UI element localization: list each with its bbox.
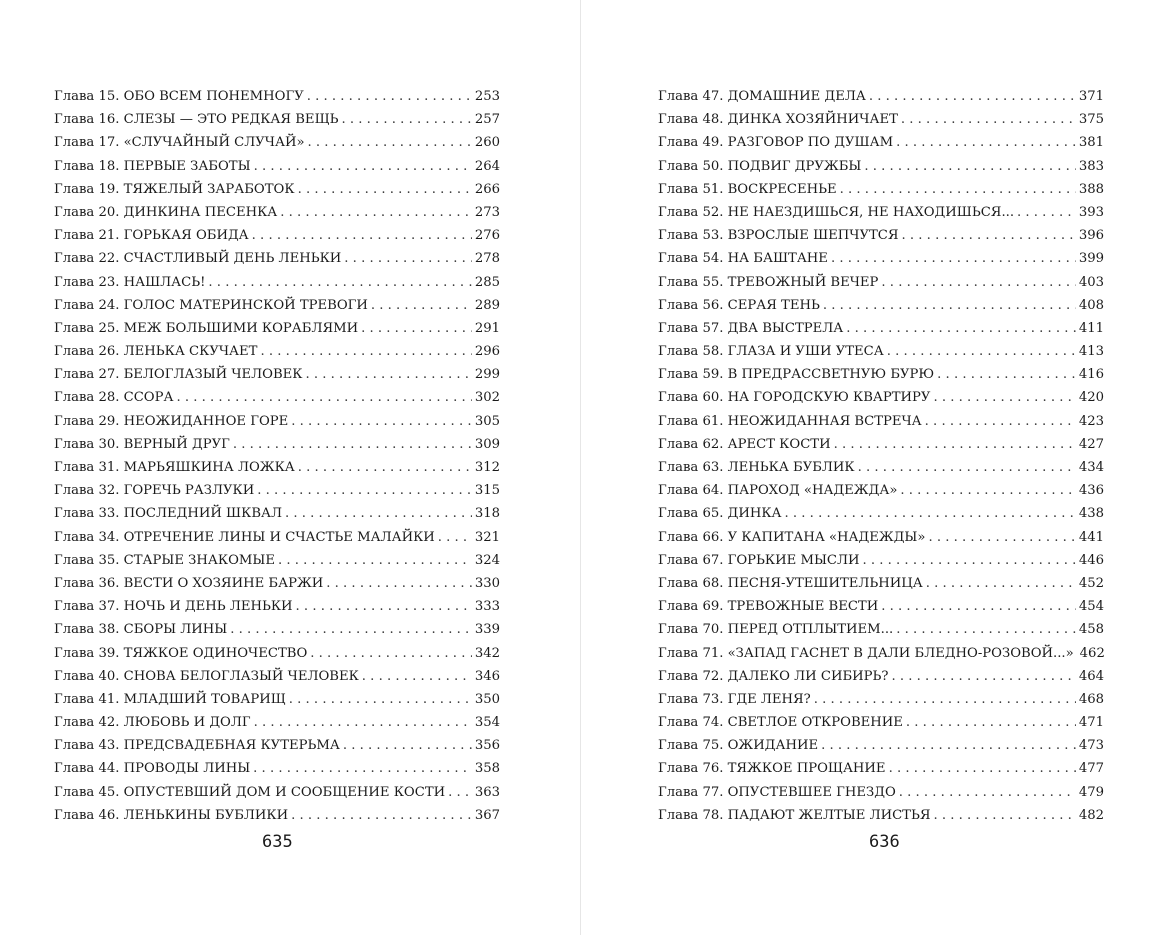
toc-entry	[54, 247, 500, 270]
dot-leader	[889, 757, 1076, 780]
chapter-page-number: 479	[1078, 784, 1104, 800]
chapter-page-number: 388	[1078, 181, 1104, 197]
dot-leader	[896, 131, 1076, 154]
dot-leader	[296, 595, 472, 618]
toc-entry	[658, 131, 1104, 154]
toc-entry	[658, 595, 1104, 618]
dot-leader	[881, 271, 1075, 294]
toc-entry	[658, 502, 1104, 525]
chapter-title: Глава 53. ВЗРОСЛЫЕ ШЕПЧУТСЯ	[658, 228, 899, 244]
chapter-page-number: 473	[1078, 738, 1104, 754]
chapter-title: Глава 44. ПРОВОДЫ ЛИНЫ	[54, 761, 251, 777]
toc-entry	[54, 595, 500, 618]
chapter-title: Глава 16. СЛЕЗЫ — ЭТО РЕДКАЯ ВЕЩЬ	[54, 112, 339, 128]
chapter-page-number: 381	[1078, 135, 1104, 151]
chapter-title: Глава 24. ГОЛОС МАТЕРИНСКОЙ ТРЕВОГИ	[54, 297, 368, 313]
toc-entry	[54, 572, 500, 595]
toc-entry	[658, 85, 1104, 108]
dot-leader	[285, 502, 472, 525]
toc-entry	[54, 804, 500, 827]
toc-entry	[54, 294, 500, 317]
chapter-page-number: 423	[1078, 413, 1104, 429]
left-page	[0, 0, 581, 935]
chapter-title: Глава 36. ВЕСТИ О ХОЗЯИНЕ БАРЖИ	[54, 575, 324, 591]
chapter-title: Глава 20. ДИНКИНА ПЕСЕНКА	[54, 204, 278, 220]
chapter-title: Глава 69. ТРЕВОЖНЫЕ ВЕСТИ	[658, 599, 879, 615]
chapter-title: Глава 64. ПАРОХОД «НАДЕЖДА»	[658, 483, 898, 499]
chapter-page-number: 342	[474, 645, 500, 661]
chapter-page-number: 257	[474, 112, 500, 128]
toc-entry	[658, 479, 1104, 502]
chapter-page-number: 291	[474, 320, 500, 336]
toc-entry	[54, 363, 500, 386]
chapter-title: Глава 43. ПРЕДСВАДЕБНАЯ КУТЕРЬМА	[54, 738, 340, 754]
chapter-page-number: 454	[1078, 599, 1104, 615]
chapter-page-number: 309	[474, 436, 500, 452]
dot-leader	[253, 757, 472, 780]
chapter-page-number: 253	[474, 89, 500, 104]
dot-leader	[881, 595, 1076, 618]
chapter-title: Глава 18. ПЕРВЫЕ ЗАБОТЫ	[54, 158, 251, 174]
toc-entry	[54, 688, 500, 711]
chapter-title: Глава 35. СТАРЫЕ ЗНАКОМЫЕ	[54, 552, 275, 568]
chapter-title: Глава 61. НЕОЖИДАННАЯ ВСТРЕЧА	[658, 413, 922, 429]
chapter-title: Глава 65. ДИНКА	[658, 506, 782, 522]
toc-entry	[54, 340, 500, 363]
chapter-title: Глава 17. «СЛУЧАЙНЫЙ СЛУЧАЙ»	[54, 135, 305, 151]
dot-leader	[834, 433, 1076, 456]
chapter-page-number: 318	[474, 506, 500, 522]
chapter-title: Глава 31. МАРЬЯШКИНА ЛОЖКА	[54, 460, 295, 475]
table-of-contents-left	[54, 85, 500, 827]
chapter-title: Глава 48. ДИНКА ХОЗЯЙНИЧАЕТ	[658, 112, 898, 128]
chapter-title: Глава 33. ПОСЛЕДНИЙ ШКВАЛ	[54, 506, 282, 522]
dot-leader	[361, 317, 472, 340]
chapter-page-number: 363	[474, 784, 500, 800]
chapter-page-number: 339	[474, 622, 500, 638]
toc-entry	[658, 618, 1104, 641]
toc-entry	[658, 734, 1104, 757]
chapter-title: Глава 32. ГОРЕЧЬ РАЗЛУКИ	[54, 483, 255, 499]
dot-leader	[814, 688, 1076, 711]
chapter-page-number: 367	[474, 807, 500, 823]
toc-entry	[54, 734, 500, 757]
toc-entry	[658, 549, 1104, 572]
toc-entry	[658, 317, 1104, 340]
chapter-page-number: 471	[1078, 715, 1104, 731]
dot-leader	[254, 711, 472, 734]
toc-entry	[658, 155, 1104, 178]
chapter-page-number: 458	[1078, 622, 1104, 638]
dot-leader	[928, 526, 1075, 549]
toc-entry	[54, 410, 500, 433]
toc-entry	[54, 386, 500, 409]
dot-leader	[823, 294, 1076, 317]
chapter-title: Глава 50. ПОДВИГ ДРУЖБЫ	[658, 158, 862, 174]
chapter-page-number: 413	[1078, 344, 1104, 360]
dot-leader	[900, 479, 1075, 502]
dot-leader	[306, 363, 472, 386]
toc-entry	[54, 618, 500, 641]
chapter-page-number: 393	[1078, 204, 1104, 220]
chapter-title: Глава 41. МЛАДШИЙ ТОВАРИЩ	[54, 691, 286, 707]
chapter-page-number: 305	[474, 413, 500, 429]
dot-leader	[821, 734, 1076, 757]
chapter-page-number: 321	[474, 529, 500, 545]
dot-leader	[840, 178, 1076, 201]
chapter-page-number: 260	[474, 135, 500, 151]
dot-leader	[252, 224, 472, 247]
chapter-page-number: 289	[474, 297, 500, 313]
chapter-page-number: 276	[474, 228, 500, 244]
toc-entry	[658, 386, 1104, 409]
toc-entry	[54, 201, 500, 224]
chapter-title: Глава 23. НАШЛАСЬ!	[54, 274, 206, 290]
chapter-page-number: 446	[1078, 552, 1104, 568]
toc-entry	[658, 642, 1104, 665]
toc-entry	[658, 688, 1104, 711]
chapter-title: Глава 63. ЛЕНЬКА БУБЛИК	[658, 460, 855, 475]
dot-leader	[858, 456, 1076, 479]
chapter-page-number: 371	[1078, 89, 1104, 104]
toc-entry	[54, 456, 500, 479]
toc-entry	[658, 201, 1104, 224]
toc-entry	[658, 572, 1104, 595]
chapter-title: Глава 56. СЕРАЯ ТЕНЬ	[658, 297, 820, 313]
chapter-title: Глава 74. СВЕТЛОЕ ОТКРОВЕНИЕ	[658, 715, 903, 731]
dot-leader	[291, 804, 472, 827]
chapter-page-number: 452	[1078, 575, 1104, 591]
dot-leader	[298, 456, 472, 479]
toc-entry	[54, 479, 500, 502]
toc-entry	[54, 131, 500, 154]
dot-leader	[448, 781, 472, 804]
toc-entry	[658, 271, 1104, 294]
chapter-page-number: 356	[474, 738, 500, 754]
chapter-page-number: 333	[474, 599, 500, 615]
dot-leader	[260, 340, 471, 363]
page-number-right: 636	[869, 832, 900, 852]
dot-leader	[280, 201, 472, 224]
chapter-title: Глава 22. СЧАСТЛИВЫЙ ДЕНЬ ЛЕНЬКИ	[54, 251, 342, 267]
chapter-page-number: 312	[474, 460, 500, 475]
chapter-page-number: 375	[1078, 112, 1104, 128]
dot-leader	[925, 410, 1076, 433]
dot-leader	[864, 155, 1075, 178]
toc-entry	[54, 433, 500, 456]
dot-leader	[831, 247, 1076, 270]
chapter-title: Глава 49. РАЗГОВОР ПО ДУШАМ	[658, 135, 894, 151]
toc-entry	[54, 549, 500, 572]
toc-entry	[54, 108, 500, 131]
chapter-title: Глава 76. ТЯЖКОЕ ПРОЩАНИЕ	[658, 761, 886, 777]
dot-leader	[298, 178, 472, 201]
dot-leader	[785, 502, 1076, 525]
chapter-title: Глава 59. В ПРЕДРАССВЕТНУЮ БУРЮ	[658, 367, 935, 383]
chapter-title: Глава 68. ПЕСНЯ-УТЕШИТЕЛЬНИЦА	[658, 575, 923, 591]
chapter-page-number: 399	[1078, 251, 1104, 267]
chapter-page-number: 462	[1079, 645, 1105, 661]
dot-leader	[887, 340, 1076, 363]
toc-entry	[54, 526, 500, 549]
dot-leader	[934, 804, 1076, 827]
toc-entry	[658, 433, 1104, 456]
dot-leader	[326, 572, 472, 595]
chapter-title: Глава 27. БЕЛОГЛАЗЫЙ ЧЕЛОВЕК	[54, 367, 303, 383]
toc-entry	[54, 178, 500, 201]
chapter-title: Глава 42. ЛЮБОВЬ И ДОЛГ	[54, 715, 251, 731]
toc-entry	[54, 757, 500, 780]
dot-leader	[891, 665, 1075, 688]
chapter-title: Глава 52. НЕ НАЕЗДИШЬСЯ, НЕ НАХОДИШЬСЯ...	[658, 204, 1015, 220]
chapter-page-number: 441	[1078, 529, 1104, 545]
chapter-page-number: 403	[1078, 274, 1104, 290]
dot-leader	[310, 642, 472, 665]
chapter-title: Глава 38. СБОРЫ ЛИНЫ	[54, 622, 228, 638]
chapter-title: Глава 30. ВЕРНЫЙ ДРУГ	[54, 436, 230, 452]
chapter-page-number: 346	[474, 668, 500, 684]
chapter-title: Глава 15. ОБО ВСЕМ ПОНЕМНОГУ	[54, 89, 304, 104]
toc-entry	[54, 711, 500, 734]
chapter-page-number: 427	[1078, 436, 1104, 452]
chapter-title: Глава 75. ОЖИДАНИЕ	[658, 738, 819, 754]
chapter-title: Глава 34. ОТРЕЧЕНИЕ ЛИНЫ И СЧАСТЬЕ МАЛАЙКИ	[54, 529, 435, 545]
chapter-title: Глава 25. МЕЖ БОЛЬШИМИ КОРАБЛЯМИ	[54, 320, 359, 336]
toc-entry	[54, 271, 500, 294]
chapter-title: Глава 77. ОПУСТЕВШЕЕ ГНЕЗДО	[658, 784, 896, 800]
chapter-title: Глава 39. ТЯЖКОЕ ОДИНОЧЕСТВО	[54, 645, 308, 661]
dot-leader	[230, 618, 472, 641]
chapter-page-number: 464	[1078, 668, 1104, 684]
dot-leader	[899, 781, 1076, 804]
chapter-page-number: 396	[1078, 228, 1104, 244]
chapter-title: Глава 66. У КАПИТАНА «НАДЕЖДЫ»	[658, 529, 926, 545]
dot-leader	[344, 247, 472, 270]
toc-entry	[658, 665, 1104, 688]
chapter-title: Глава 72. ДАЛЕКО ЛИ СИБИРЬ?	[658, 668, 889, 684]
dot-leader	[308, 131, 472, 154]
chapter-page-number: 416	[1078, 367, 1104, 383]
dot-leader	[896, 618, 1076, 641]
toc-entry	[658, 781, 1104, 804]
page-number-left: 635	[262, 832, 293, 852]
chapter-page-number: 482	[1078, 807, 1104, 823]
toc-entry	[658, 456, 1104, 479]
dot-leader	[254, 155, 472, 178]
chapter-page-number: 299	[474, 367, 500, 383]
toc-entry	[54, 155, 500, 178]
dot-leader	[933, 386, 1075, 409]
chapter-page-number: 411	[1078, 320, 1104, 336]
chapter-page-number: 278	[474, 251, 500, 267]
dot-leader	[869, 85, 1076, 108]
chapter-title: Глава 58. ГЛАЗА И УШИ УТЕСА	[658, 344, 884, 360]
chapter-title: Глава 67. ГОРЬКИЕ МЫСЛИ	[658, 552, 860, 568]
chapter-page-number: 438	[1078, 506, 1104, 522]
toc-entry	[658, 340, 1104, 363]
chapter-page-number: 434	[1078, 460, 1104, 475]
chapter-page-number: 330	[474, 575, 500, 591]
chapter-title: Глава 47. ДОМАШНИЕ ДЕЛА	[658, 89, 866, 104]
toc-entry	[54, 224, 500, 247]
chapter-title: Глава 29. НЕОЖИДАННОЕ ГОРЕ	[54, 413, 289, 429]
chapter-page-number: 477	[1078, 761, 1104, 777]
chapter-page-number: 350	[474, 691, 500, 707]
chapter-title: Глава 71. «ЗАПАД ГАСНЕТ В ДАЛИ БЛЕДНО-РОЗОВОЙ...»	[658, 645, 1074, 661]
dot-leader	[902, 224, 1076, 247]
chapter-title: Глава 55. ТРЕВОЖНЫЙ ВЕЧЕР	[658, 274, 879, 290]
toc-entry	[658, 247, 1104, 270]
toc-entry	[658, 224, 1104, 247]
toc-entry	[54, 642, 500, 665]
toc-entry	[54, 502, 500, 525]
dot-leader	[307, 85, 472, 108]
chapter-title: Глава 40. СНОВА БЕЛОГЛАЗЫЙ ЧЕЛОВЕК	[54, 668, 359, 684]
dot-leader	[863, 549, 1076, 572]
toc-entry	[658, 108, 1104, 131]
chapter-page-number: 324	[474, 552, 500, 568]
toc-entry	[658, 294, 1104, 317]
toc-entry	[658, 804, 1104, 827]
chapter-title: Глава 54. НА БАШТАНЕ	[658, 251, 828, 267]
dot-leader	[291, 410, 472, 433]
dot-leader	[846, 317, 1076, 340]
right-page	[581, 0, 1163, 935]
dot-leader	[257, 479, 472, 502]
chapter-page-number: 296	[474, 344, 500, 360]
chapter-title: Глава 62. АРЕСТ КОСТИ	[658, 436, 831, 452]
dot-leader	[901, 108, 1076, 131]
chapter-title: Глава 70. ПЕРЕД ОТПЛЫТИЕМ...	[658, 622, 894, 638]
chapter-page-number: 436	[1078, 483, 1104, 499]
chapter-page-number: 315	[474, 483, 500, 499]
chapter-page-number: 420	[1078, 390, 1104, 406]
toc-entry	[54, 665, 500, 688]
chapter-title: Глава 26. ЛЕНЬКА СКУЧАЕТ	[54, 344, 258, 360]
chapter-page-number: 408	[1078, 297, 1104, 313]
chapter-page-number: 358	[474, 761, 500, 777]
toc-entry	[658, 410, 1104, 433]
chapter-page-number: 468	[1078, 691, 1104, 707]
chapter-title: Глава 28. ССОРА	[54, 390, 174, 406]
chapter-title: Глава 60. НА ГОРОДСКУЮ КВАРТИРУ	[658, 390, 931, 406]
chapter-page-number: 285	[474, 274, 500, 290]
dot-leader	[371, 294, 472, 317]
dot-leader	[906, 711, 1076, 734]
toc-entry	[658, 363, 1104, 386]
chapter-page-number: 302	[474, 390, 500, 406]
chapter-page-number: 264	[474, 158, 500, 174]
chapter-title: Глава 46. ЛЕНЬКИНЫ БУБЛИКИ	[54, 807, 289, 823]
toc-entry	[54, 317, 500, 340]
chapter-title: Глава 45. ОПУСТЕВШИЙ ДОМ И СООБЩЕНИЕ КОСТИ	[54, 784, 446, 800]
chapter-title: Глава 78. ПАДАЮТ ЖЕЛТЫЕ ЛИСТЬЯ	[658, 807, 931, 823]
dot-leader	[208, 271, 471, 294]
chapter-page-number: 273	[474, 204, 500, 220]
chapter-title: Глава 51. ВОСКРЕСЕНЬЕ	[658, 181, 837, 197]
chapter-page-number: 354	[474, 715, 500, 731]
toc-entry	[658, 711, 1104, 734]
dot-leader	[176, 386, 471, 409]
dot-leader	[342, 108, 472, 131]
dot-leader	[926, 572, 1076, 595]
dot-leader	[289, 688, 472, 711]
toc-entry	[658, 526, 1104, 549]
toc-entry	[54, 85, 500, 108]
dot-leader	[362, 665, 472, 688]
dot-leader	[233, 433, 472, 456]
chapter-page-number: 383	[1078, 158, 1104, 174]
chapter-title: Глава 37. НОЧЬ И ДЕНЬ ЛЕНЬКИ	[54, 599, 293, 615]
chapter-title: Глава 19. ТЯЖЕЛЫЙ ЗАРАБОТОК	[54, 181, 295, 197]
dot-leader	[1017, 201, 1076, 224]
dot-leader	[937, 363, 1076, 386]
chapter-page-number: 266	[474, 181, 500, 197]
dot-leader	[343, 734, 472, 757]
toc-entry	[54, 781, 500, 804]
dot-leader	[438, 526, 472, 549]
toc-entry	[658, 178, 1104, 201]
toc-entry	[658, 757, 1104, 780]
chapter-title: Глава 57. ДВА ВЫСТРЕЛА	[658, 320, 844, 336]
chapter-title: Глава 73. ГДЕ ЛЕНЯ?	[658, 691, 811, 707]
table-of-contents-right	[658, 85, 1104, 827]
dot-leader	[278, 549, 472, 572]
chapter-title: Глава 21. ГОРЬКАЯ ОБИДА	[54, 228, 249, 244]
